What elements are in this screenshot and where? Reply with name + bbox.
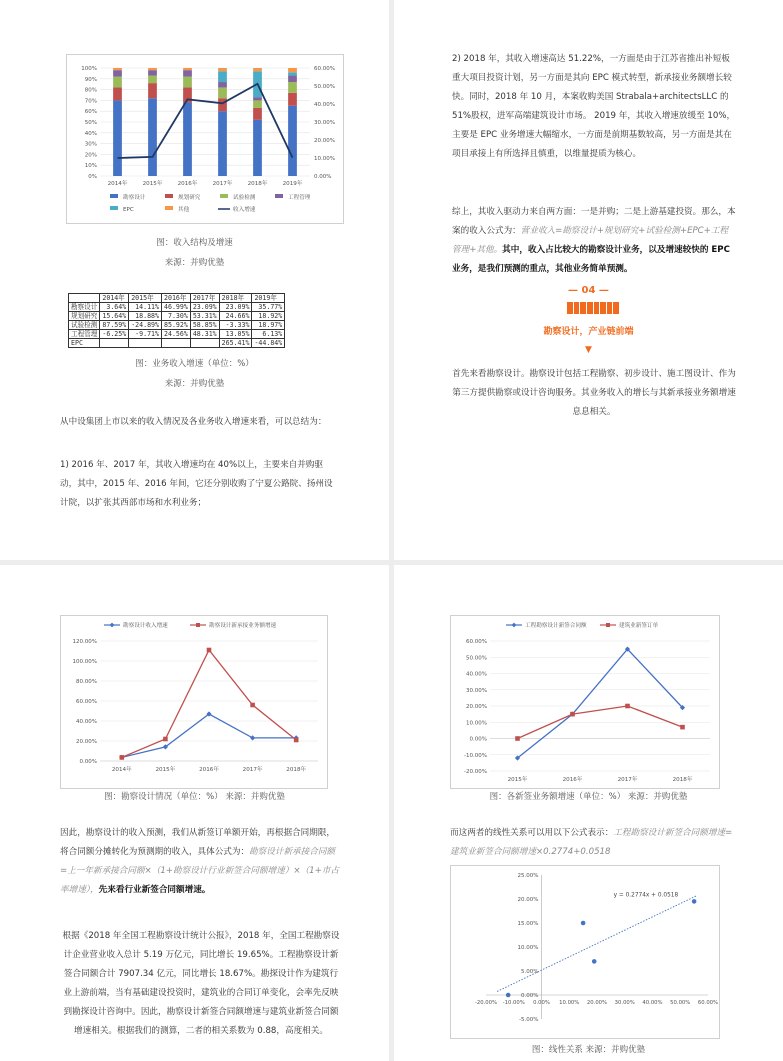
- paragraph-text: 因此，勘察设计的收入预测，我们从新签订单额开始，再根据合同期限，将合同额分摊转化为预测期的收入，具体公式为：: [60, 828, 336, 857]
- table-cell: 53.31%: [190, 312, 219, 321]
- x-tick-label: 2014年: [107, 181, 128, 187]
- y-tick-label: 60.00%: [76, 699, 97, 705]
- y-tick-label: 40%: [84, 130, 97, 137]
- bar-segment: [218, 68, 227, 71]
- scatter-point: [506, 993, 511, 998]
- table-header-cell: 2019年: [252, 294, 285, 303]
- page-1: [0, 0, 389, 560]
- chart-caption: 图：线性关系 来源：并购优塾: [531, 1045, 646, 1055]
- bar-segment: [113, 87, 122, 100]
- y2-tick-label: 10.00%: [314, 156, 335, 162]
- table-row: [69, 330, 285, 339]
- y-tick-label: 30.00%: [466, 687, 487, 694]
- bar-segment: [218, 82, 227, 87]
- paragraph: [450, 824, 734, 862]
- y-tick-label: 10.00%: [517, 945, 539, 951]
- table-cell: [190, 339, 219, 348]
- x-tick-label: 2014年: [111, 767, 132, 773]
- bar-segment: [288, 106, 297, 176]
- table-cell: 48.31%: [190, 330, 219, 339]
- x-tick-label: 30.00%: [614, 1000, 635, 1006]
- y-tick-label: 20.00%: [76, 739, 97, 745]
- paragraph: 2) 2018 年，其收入增速高达 51.22%，一方面是由于江苏省推出补短板重大项目投资计划，另一方面是其向 EPC 模式转型，新承接业务额增长较快。同时，2018 年 10 月，本案收购美国 Strabala+architectsLLC 的 51%股权，进军高端建筑设计市场。 2019 年，其收入增速放缓至 10%，主要是 EPC 业务增速大幅缩水，一方面是前期基数较高，另一方面是其在项目承接上有所选择且慎重，以维量提质为核心。: [452, 54, 736, 159]
- paragraph: [452, 203, 736, 279]
- x-tick-label: 2015年: [142, 181, 163, 187]
- table-cell: 7.30%: [162, 312, 191, 321]
- x-tick-label: -10.00%: [502, 1000, 525, 1006]
- table-row: [69, 321, 285, 330]
- bar-segment: [113, 68, 122, 70]
- revenue-formula: 营业收入=勘察设计+规划研究+试验检测+EPC+工程管理+其他。: [452, 226, 729, 255]
- legend-swatch: [110, 206, 118, 210]
- section-title: 勘察设计，产业链前端: [543, 327, 634, 337]
- data-point: [207, 648, 212, 653]
- data-point: [515, 736, 520, 741]
- trendline-label: y = 0.2774x + 0.0518: [613, 892, 679, 899]
- y-tick-label: 0.00%: [469, 736, 487, 743]
- legend-label: 建筑业新签订单: [619, 623, 659, 629]
- y2-tick-label: 60.00%: [314, 66, 335, 72]
- y-tick-label: 80%: [84, 87, 97, 94]
- y-tick-label: -5.00%: [519, 1017, 539, 1023]
- x-tick-label: 2018年: [286, 767, 307, 773]
- y-tick-label: 0.00%: [79, 759, 97, 765]
- legend-marker: [606, 623, 610, 627]
- table-cell: 24.66%: [219, 312, 252, 321]
- paragraph-text: 而这两者的线性关系可以用以下公式表示：: [450, 828, 614, 838]
- legend-label: 工程勘察设计新签合同额: [525, 623, 587, 629]
- table-header-cell: 2016年: [162, 294, 191, 303]
- legend-marker: [196, 623, 200, 627]
- y-tick-label: 25.00%: [517, 873, 539, 879]
- y2-tick-label: 0.00%: [314, 174, 332, 180]
- data-point: [120, 755, 125, 760]
- y-tick-label: 60%: [84, 109, 97, 116]
- scatter-point: [581, 921, 586, 926]
- x-tick-label: 20.00%: [586, 1000, 608, 1006]
- table-cell: 18.97%: [252, 321, 285, 330]
- paragraph: 首先来看勘察设计。勘察设计包括工程勘察、初步设计、施工图设计、作为第三方提供勘察或设计咨询服务。其业务收入的增长与其新承接业务额增速息息相关。: [452, 369, 736, 417]
- table-cell: -3.33%: [219, 321, 252, 330]
- paragraph-text: 综上，其收入驱动力来自两方面：一是并购；二是上游基建投资。那么，本案的收入公式为：: [452, 207, 736, 236]
- data-point: [163, 737, 168, 742]
- y-tick-label: 40.00%: [76, 719, 97, 725]
- table-row: [69, 312, 285, 321]
- chart-frame: [61, 616, 328, 789]
- x-tick-label: -20.00%: [474, 1000, 498, 1006]
- chart-source: 来源：并购优塾: [164, 258, 225, 268]
- legend-label: 其他: [178, 207, 190, 213]
- section-number: — 04 —: [568, 285, 609, 296]
- table-cell: 18.92%: [252, 312, 285, 321]
- contract-formula: 勘察设计新承接合同额=上一年新承接合同额×（1+勘察设计行业新签合同额增速）×（1+市占率增速），: [60, 847, 339, 895]
- y-tick-label: 0.00%: [521, 993, 539, 999]
- table-cell: 6.13%: [252, 330, 285, 339]
- legend-swatch: [275, 194, 283, 198]
- table-cell: 265.41%: [219, 339, 252, 348]
- x-tick-label: 2016年: [177, 181, 198, 187]
- paragraph: 根据《2018 年全国工程勘察设计统计公报》，2018 年，全国工程勘察设计企业营业收入总计 5.19 万亿元，同比增长 19.65%。工程勘察设计新签合同额合计 7907.34 亿元，同比增长 18.67%。勘探设计作为建筑行业上游前端，当有基础建设投资时，建筑业的合同订单变化，会率先反映到勘探设计咨询中。因此，勘察设计新签合同额增速与建筑业新签合同额增速相关。根据我们的测算，二者的相关系数为 0.88，高度相关。: [62, 931, 340, 1036]
- bar-segment: [288, 72, 297, 75]
- data-point: [250, 703, 255, 708]
- y-tick-label: -10.00%: [464, 752, 487, 759]
- bar-segment: [253, 97, 262, 100]
- y2-tick-label: 50.00%: [314, 84, 335, 90]
- y-tick-label: 5.00%: [521, 969, 539, 975]
- table-cell: [162, 339, 191, 348]
- table-cell: 15.64%: [100, 312, 129, 321]
- legend-label: 试验检测: [233, 195, 256, 201]
- chart-caption: 图：收入结构及增速: [156, 238, 233, 248]
- chart-frame: [451, 616, 720, 789]
- legend-swatch: [220, 194, 228, 198]
- x-tick-label: 2019年: [282, 181, 303, 187]
- y-tick-label: 60.00%: [466, 639, 487, 645]
- table-header-cell: 2014年: [100, 294, 129, 303]
- y-tick-label: 50%: [84, 120, 97, 126]
- chart-caption: 图：各新签业务额增速（单位：%） 来源：并购优塾: [489, 792, 688, 802]
- bar-segment: [218, 71, 227, 82]
- paragraph-emphasis: 其中，收入占比较大的勘察设计业务，以及增速较快的 EPC 业务，是我们预测的重点，其他业务简单预测。: [452, 245, 730, 274]
- paragraph: 1) 2016 年、2017 年，其收入增速均在 40%以上，主要来自并购驱动，其中，2015 年、2016 年间，它还分别收购了宁夏公路院、扬州设计院，以扩张其西部市场和水利业务；: [60, 460, 333, 508]
- arrow-down-icon: ▼: [585, 345, 592, 355]
- table-header-cell: 2017年: [190, 294, 219, 303]
- revenue-structure-chart: [66, 54, 344, 224]
- data-point: [625, 704, 630, 709]
- data-point: [294, 738, 299, 743]
- x-tick-label: 2015年: [155, 767, 176, 773]
- table-cell: -24.89%: [129, 321, 162, 330]
- y-tick-label: 100.00%: [72, 659, 97, 665]
- bar-segment: [218, 111, 227, 176]
- table-cell: -6.25%: [100, 330, 129, 339]
- x-tick-label: 2015年: [507, 777, 528, 783]
- y-tick-label: 20.00%: [466, 704, 487, 710]
- bar-segment: [113, 100, 122, 176]
- chart-frame: [451, 866, 720, 1039]
- table-cell: EPC: [69, 339, 100, 348]
- bar-segment: [183, 68, 192, 70]
- table-cell: 35.77%: [252, 303, 285, 312]
- legend-swatch: [165, 206, 173, 210]
- table-header-row: [69, 294, 285, 303]
- y2-tick-label: 40.00%: [314, 102, 335, 108]
- table-cell: 23.09%: [219, 303, 252, 312]
- bar-segment: [288, 68, 297, 72]
- bar-segment: [253, 68, 262, 71]
- x-tick-label: 0.00%: [533, 1000, 550, 1006]
- bar-segment: [253, 100, 262, 108]
- x-tick-label: 2018年: [672, 777, 693, 783]
- table-cell: 3.64%: [100, 303, 129, 312]
- y-tick-label: 10%: [84, 163, 97, 170]
- paragraph: [60, 824, 342, 900]
- table-cell: 13.05%: [219, 330, 252, 339]
- y-tick-label: 100%: [81, 66, 97, 72]
- bar-segment: [148, 76, 157, 84]
- y-tick-label: 70%: [84, 98, 97, 105]
- data-point: [680, 725, 685, 730]
- table-cell: -44.84%: [252, 339, 285, 348]
- x-tick-label: 50.00%: [670, 1000, 691, 1006]
- x-tick-label: 2017年: [242, 767, 263, 773]
- bar-segment: [218, 87, 227, 98]
- data-point: [570, 712, 575, 717]
- x-tick-label: 10.00%: [559, 1000, 580, 1006]
- y-tick-label: 40.00%: [466, 671, 487, 678]
- table-row: [69, 339, 285, 348]
- x-tick-label: 2018年: [247, 181, 268, 187]
- y-tick-label: -20.00%: [464, 769, 487, 775]
- table-cell: 规划研究: [69, 312, 100, 321]
- section-bar: [567, 302, 619, 314]
- table-source: 来源：并购优塾: [164, 379, 225, 389]
- y-tick-label: 0%: [88, 174, 97, 180]
- scatter-point: [592, 959, 597, 964]
- paragraph: 从中设集团上市以来的收入情况及各业务收入增速来看，可以总结为：: [60, 417, 327, 427]
- bar-segment: [288, 76, 297, 82]
- table-cell: 87.59%: [100, 321, 129, 330]
- x-tick-label: 40.00%: [642, 1000, 663, 1006]
- bar-segment: [148, 70, 157, 75]
- table-cell: 试验检测: [69, 321, 100, 330]
- x-tick-label: 2016年: [562, 777, 583, 783]
- table-cell: 勘察设计: [69, 303, 100, 312]
- x-tick-label: 2017年: [617, 777, 638, 783]
- legend-swatch: [110, 194, 118, 198]
- table-cell: 58.85%: [190, 321, 219, 330]
- linear-formula: 工程勘察设计新签合同额增速=建筑业新签合同额增速×0.2774+0.0518: [450, 828, 733, 857]
- table-cell: 24.56%: [162, 330, 191, 339]
- table-row: [69, 303, 285, 312]
- linear-relation-scatter: [450, 865, 720, 1039]
- legend-label: 工程管理: [288, 195, 311, 201]
- paragraph-emphasis: 先来看行业新签合同额增速。: [98, 885, 211, 895]
- legend-label: 勘察设计收入增速: [123, 623, 168, 629]
- bar-segment: [288, 82, 297, 93]
- table-cell: 85.92%: [162, 321, 191, 330]
- legend-label: 规划研究: [178, 195, 201, 201]
- y-tick-label: 80.00%: [76, 679, 97, 685]
- revenue-growth-table: [68, 293, 285, 348]
- y2-tick-label: 20.00%: [314, 138, 335, 144]
- bar-segment: [113, 77, 122, 88]
- table-caption: 图：业务收入增速（单位：%）: [135, 359, 254, 369]
- legend-swatch: [165, 194, 173, 198]
- bar-segment: [253, 120, 262, 176]
- y-tick-label: 20%: [84, 152, 97, 159]
- table-cell: 46.99%: [162, 303, 191, 312]
- bar-segment: [288, 93, 297, 106]
- y-tick-label: 20.00%: [517, 897, 539, 903]
- table-cell: [100, 339, 129, 348]
- table-cell: 工程管理: [69, 330, 100, 339]
- page-4: [394, 565, 783, 1061]
- x-tick-label: 2016年: [199, 767, 219, 773]
- table-header-cell: 2015年: [129, 294, 162, 303]
- bar-segment: [183, 70, 192, 76]
- x-tick-label: 2017年: [212, 181, 233, 187]
- bar-segment: [148, 68, 157, 70]
- page-3: [0, 565, 389, 1061]
- bar-segment: [218, 98, 227, 111]
- legend-label: 收入增速: [233, 207, 256, 213]
- y-tick-label: 10.00%: [466, 720, 487, 727]
- scatter-point: [692, 899, 697, 904]
- bar-segment: [183, 103, 192, 176]
- y-tick-label: 90%: [84, 76, 97, 83]
- legend-label: 勘察设计新承接业务额增速: [209, 623, 277, 629]
- bar-segment: [148, 83, 157, 98]
- y-tick-label: 15.00%: [517, 921, 539, 927]
- y-tick-label: 50.00%: [466, 655, 487, 662]
- survey-design-growth-chart: [60, 615, 328, 789]
- bar-segment: [113, 70, 122, 76]
- chart-caption: 图：勘察设计情况（单位：%） 来源：并购优塾: [104, 792, 285, 802]
- table-cell: [129, 339, 162, 348]
- bar-segment: [183, 77, 192, 88]
- y-tick-label: 120.00%: [72, 639, 97, 645]
- bar-segment: [148, 98, 157, 176]
- table-header-cell: [69, 294, 100, 303]
- bar-segment: [253, 108, 262, 120]
- legend-label: 勘察设计: [123, 195, 146, 201]
- x-tick-label: 60.00%: [697, 1000, 719, 1006]
- table-cell: 14.11%: [129, 303, 162, 312]
- new-contract-growth-chart: [450, 615, 720, 789]
- table-cell: -9.71%: [129, 330, 162, 339]
- table-header-cell: 2018年: [219, 294, 252, 303]
- legend-label: EPC: [123, 207, 134, 213]
- page-2: [394, 0, 783, 560]
- y-tick-label: 30%: [84, 141, 97, 148]
- table-cell: 23.09%: [190, 303, 219, 312]
- y2-tick-label: 30.00%: [314, 120, 335, 126]
- table-cell: 18.88%: [129, 312, 162, 321]
